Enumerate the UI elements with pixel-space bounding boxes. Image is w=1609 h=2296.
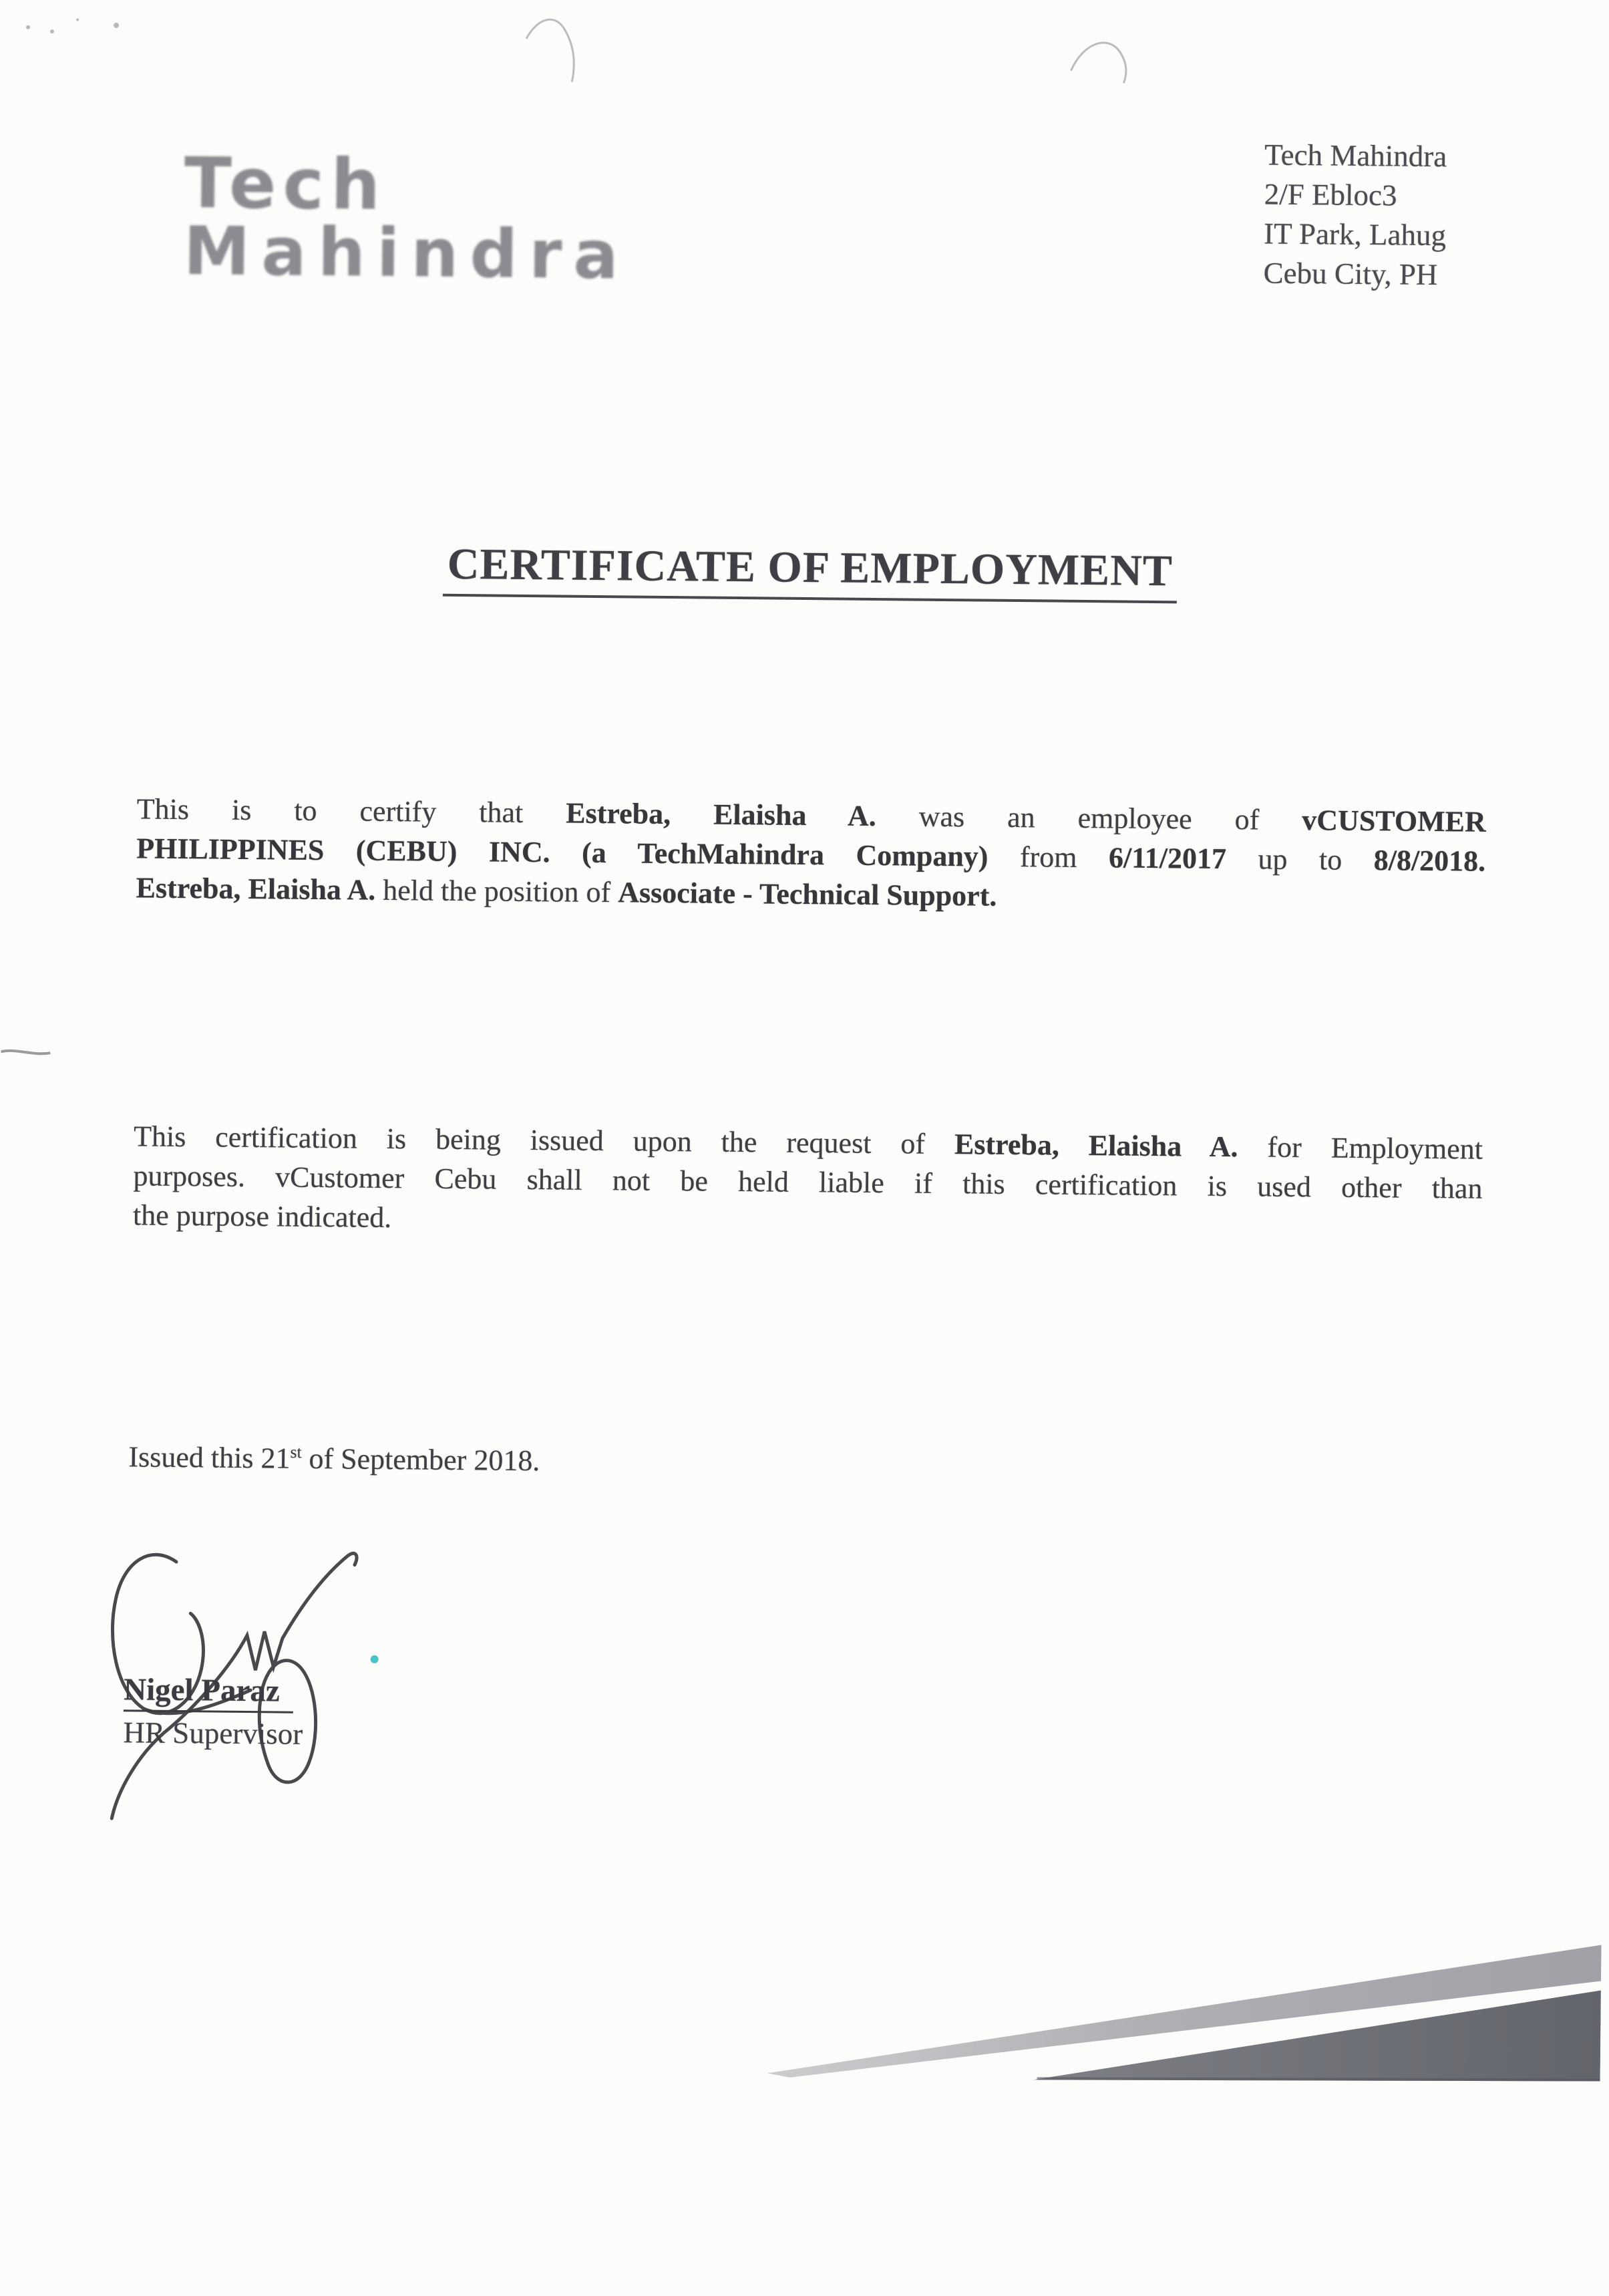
end-date: 8/8/2018. bbox=[1373, 844, 1486, 878]
page-title-text: CERTIFICATE OF EMPLOYMENT bbox=[443, 540, 1177, 604]
fold-crease-mark bbox=[1, 1051, 50, 1054]
logo-word-tech: Tech bbox=[184, 142, 387, 226]
body-text: from bbox=[988, 840, 1109, 874]
teal-ink-dot bbox=[371, 1655, 379, 1663]
page-title bbox=[5, 534, 1609, 601]
swoosh-light-band bbox=[767, 1937, 1602, 2086]
ordinal-superscript: st bbox=[290, 1442, 302, 1462]
company-name: vCUSTOMER bbox=[1302, 804, 1486, 838]
letterhead-company: Tech Mahindra bbox=[1264, 138, 1447, 174]
letterhead-address bbox=[1263, 136, 1447, 295]
issue-date-line bbox=[128, 1437, 540, 1480]
issue-date-text: of September 2018. bbox=[301, 1442, 540, 1478]
paragraph-line: purposes. vCustomer Cebu shall not be held liable if this certification is used other than bbox=[133, 1159, 1483, 1205]
employee-name: Estreba, Elaisha A. bbox=[136, 871, 376, 907]
signatory-name bbox=[124, 1672, 293, 1708]
letterhead-city: Cebu City, PH bbox=[1263, 256, 1438, 292]
swoosh-dark-triangle bbox=[1033, 1985, 1601, 2085]
letterhead-street: IT Park, Lahug bbox=[1263, 216, 1447, 253]
curl-arc-right bbox=[1071, 43, 1126, 84]
body-text: This certification is being issued upon the request of bbox=[133, 1120, 955, 1161]
logo-word-mahindra: Mahindra bbox=[183, 212, 631, 295]
swoosh-bottom-edge bbox=[1037, 2074, 1600, 2084]
certification-paragraph bbox=[136, 789, 1486, 920]
body-text: up to bbox=[1226, 842, 1374, 877]
position-title: Associate - Technical Support. bbox=[617, 876, 997, 913]
curl-arc-left bbox=[526, 19, 574, 82]
signatory-name-text: Nigel Paraz bbox=[124, 1672, 293, 1713]
body-text: for Employment bbox=[1238, 1130, 1483, 1166]
employee-name: Estreba, Elaisha A. bbox=[566, 796, 877, 833]
body-text: was an employee of bbox=[876, 800, 1302, 837]
tech-mahindra-logo bbox=[183, 142, 631, 295]
footer-swoosh bbox=[767, 1937, 1602, 2086]
letterhead-floor: 2/F Ebloc3 bbox=[1264, 177, 1397, 212]
body-text: This is to certify that bbox=[136, 792, 566, 830]
issue-date-text: Issued this 21 bbox=[128, 1440, 291, 1475]
dust-specks bbox=[26, 18, 119, 34]
start-date: 6/11/2017 bbox=[1108, 841, 1227, 876]
page-curl-marks bbox=[526, 19, 1126, 88]
signatory-title: HR Supervisor bbox=[123, 1715, 303, 1751]
liability-paragraph bbox=[133, 1116, 1483, 1247]
body-text: held the position of bbox=[375, 873, 618, 909]
company-name: PHILIPPINES (CEBU) INC. (a TechMahindra Company) bbox=[136, 832, 989, 873]
employee-name: Estreba, Elaisha A. bbox=[954, 1128, 1238, 1164]
paragraph-line: the purpose indicated. bbox=[132, 1198, 392, 1235]
